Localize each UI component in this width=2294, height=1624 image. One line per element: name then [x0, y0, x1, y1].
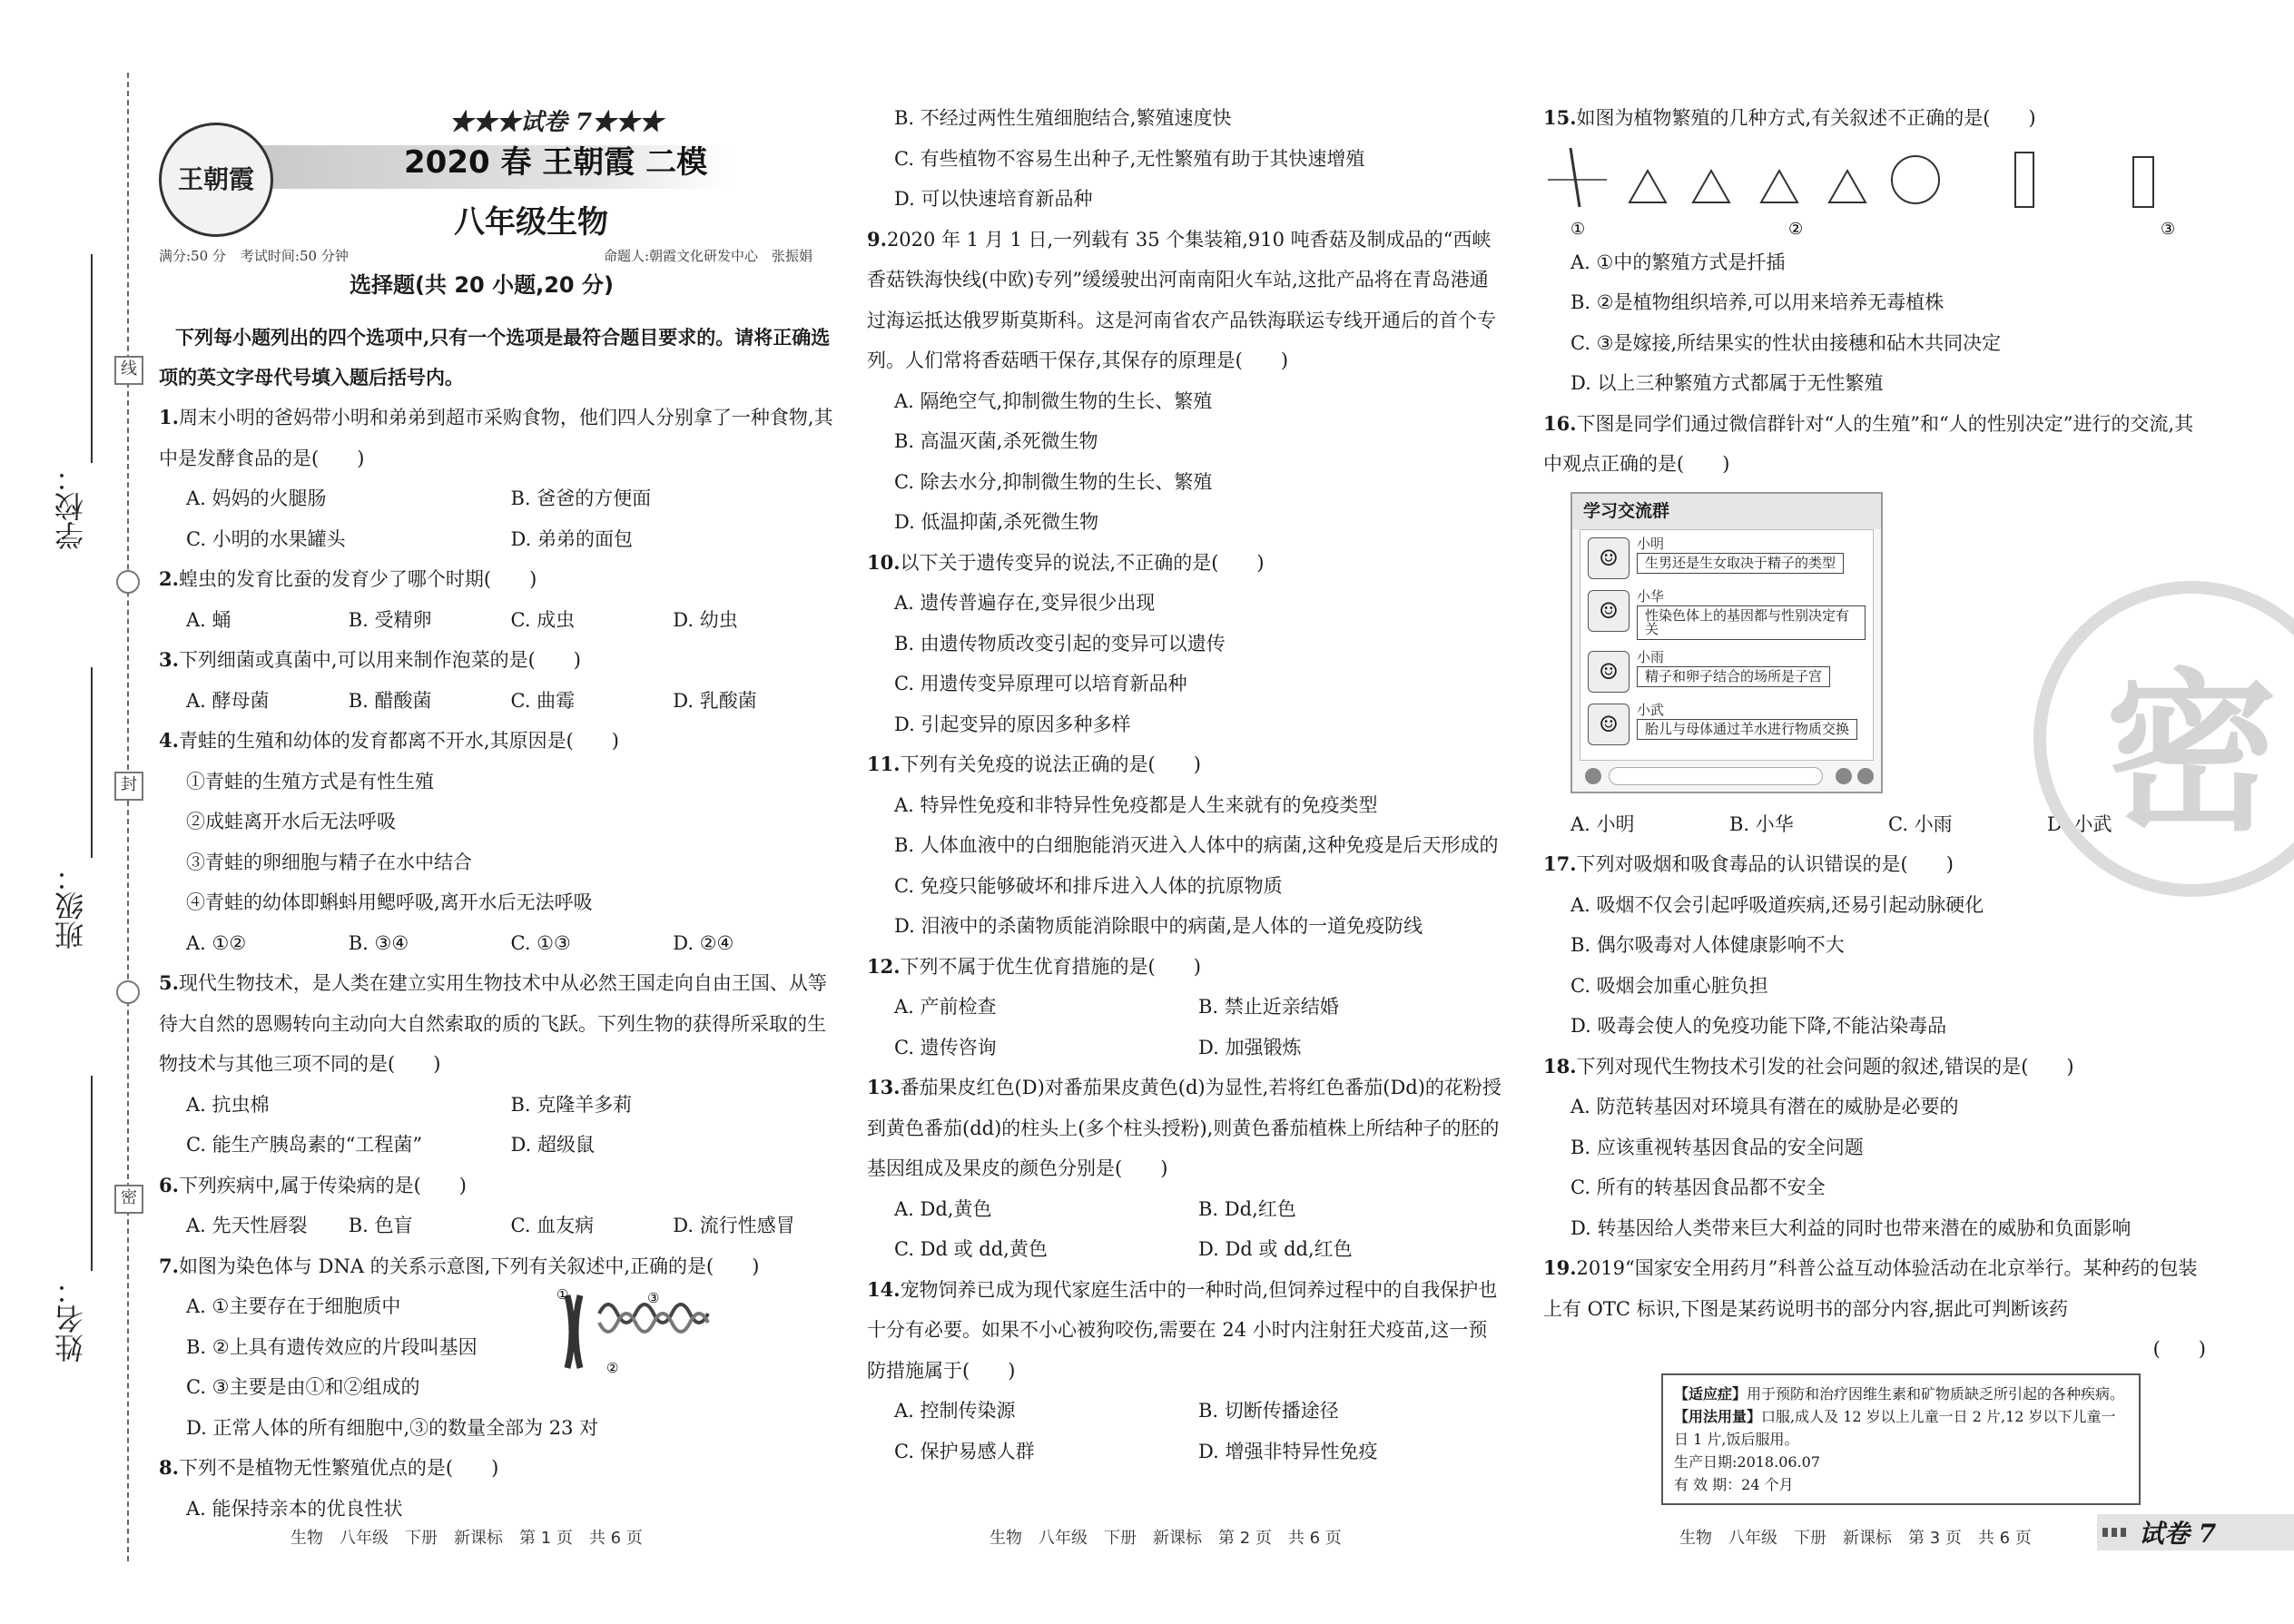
footer-page-2: 生物 八年级 下册 新课标 第 2 页 共 6 页 — [989, 1529, 1342, 1548]
logo-text: 王朝霞 — [177, 164, 254, 194]
question-text: 如图为植物繁殖的几种方式,有关叙述不正确的是( ) — [1576, 107, 2036, 129]
message-bubble: 生男还是生女取决于精子的类型 — [1637, 553, 1844, 574]
question-stem — [159, 1166, 835, 1206]
answer-option[interactable]: B. 应该重视转基因食品的安全问题 — [1570, 1136, 1864, 1158]
question-text: 下图是同学们通过微信群针对“人的生殖”和“人的性别决定”进行的交流,其中观点正确的是( ) — [1543, 412, 2194, 475]
answer-option[interactable]: C. 免疫只能够破坏和排斥进入人体的抗原物质 — [894, 874, 1283, 897]
meta-time: 考试时间:50 分钟 — [240, 248, 349, 264]
option-group — [159, 600, 835, 641]
option-group — [1543, 885, 2206, 1047]
answer-option[interactable]: B. 小华 — [1729, 812, 1794, 835]
answer-option[interactable]: A. 控制传染源 — [894, 1400, 1016, 1422]
question-number: 7. — [159, 1254, 179, 1277]
answer-option[interactable]: D. ②④ — [673, 931, 734, 954]
footer-page-3: 生物 八年级 下册 新课标 第 3 页 共 6 页 — [1679, 1529, 2032, 1548]
question-12 — [867, 947, 1502, 1068]
answer-option[interactable]: D. 增强非特异性免疫 — [1198, 1440, 1378, 1462]
option-group-continued — [867, 98, 1502, 220]
answer-option[interactable]: D. 低温抑菌,杀死微生物 — [894, 511, 1099, 533]
question-stem — [867, 947, 1502, 988]
question-number: 2. — [159, 567, 179, 590]
question-8 — [159, 1448, 835, 1529]
question-text: 下列对吸烟和吸食毒品的认识错误的是( ) — [1576, 853, 1954, 875]
option-group — [867, 1189, 1502, 1270]
chat-input-bar — [1572, 761, 1881, 792]
question-number: 15. — [1543, 106, 1577, 129]
dosage — [1674, 1405, 2128, 1451]
figure-label: ③ — [2161, 219, 2176, 239]
question-text: 下列对现代生物技术引发的社会问题的叙述,错误的是( ) — [1576, 1055, 2074, 1078]
message-bubble: 性染色体上的基因都与性别决定有关 — [1637, 605, 1866, 640]
meta-author: 命题人:朝霞文化研发中心 张振娟 — [603, 248, 812, 264]
question-number: 8. — [159, 1456, 179, 1479]
sender-name: 小明 — [1637, 535, 1665, 552]
chat-messages — [1580, 529, 1874, 761]
question-13 — [867, 1068, 1502, 1270]
question-number: 6. — [159, 1173, 179, 1196]
question-stem — [159, 1246, 835, 1287]
question-text: 番茄果皮红色(D)对番茄果皮黄色(d)为显性,若将红色番茄(Dd)的花粉授到黄色番茄(dd)的柱头上(多个柱头授粉),则黄色番茄植株上所结种子的胚的基因组成及果皮的颜色分别是( ) — [867, 1077, 1501, 1179]
chat-group-figure — [1570, 492, 1883, 793]
option-group — [867, 987, 1502, 1068]
answer-option[interactable]: D. Dd 或 dd,红色 — [1198, 1238, 1353, 1260]
question-text: 下列有关免疫的说法正确的是( ) — [900, 753, 1201, 775]
question-stem — [867, 543, 1502, 584]
paper-number-tag — [2097, 1514, 2294, 1550]
message-content — [1637, 701, 1857, 740]
statement-item: ③青蛙的卵细胞与精子在水中结合 — [186, 851, 472, 873]
option-group — [159, 681, 835, 722]
tag-marks — [2102, 1528, 2128, 1537]
avatar: ☺ — [1588, 704, 1629, 745]
answer-option[interactable]: A. 蛹 — [186, 608, 231, 631]
brand-logo — [159, 123, 273, 237]
question-3 — [159, 640, 835, 721]
section-title: 选择题(共 20 小题,20 分) — [350, 272, 614, 298]
question-number: 3. — [159, 648, 179, 671]
dosage-tag: 【用法用量】 — [1674, 1407, 1762, 1425]
question-stem — [1543, 98, 2206, 139]
answer-option[interactable]: D. 可以快速培育新品种 — [894, 188, 1093, 210]
column-2 — [867, 98, 1502, 1471]
question-stem — [867, 744, 1502, 785]
answer-option[interactable]: C. 除去水分,抑制微生物的生长、繁殖 — [894, 470, 1213, 493]
question-number: 9. — [867, 227, 887, 251]
figure-label: ① — [556, 1286, 569, 1303]
question-text: 2019“国家安全用药月”科普公益互动体验活动在北京举行。某种药的包装上有 OTC 标识,下图是某药说明书的部分内容,据此可判断该药 — [1543, 1257, 2198, 1320]
answer-option[interactable]: A. 遗传普遍存在,变异很少出现 — [894, 592, 1156, 614]
option-group — [867, 785, 1502, 947]
answer-option[interactable]: C. 所有的转基因食品都不安全 — [1570, 1176, 1826, 1198]
answer-option[interactable]: B. 禁止近亲结婚 — [1198, 996, 1339, 1018]
question-2 — [159, 559, 835, 640]
answer-option[interactable]: C. 能生产胰岛素的“工程菌” — [186, 1134, 423, 1156]
question-text: 下列不是植物无性繁殖优点的是( ) — [178, 1457, 499, 1479]
school-label: 学校： — [54, 463, 88, 550]
option-group — [1543, 1087, 2206, 1248]
answer-option[interactable]: B. 不经过两性生殖细胞结合,繁殖速度快 — [894, 107, 1232, 129]
cut-line — [127, 73, 129, 1561]
question-18 — [1543, 1047, 2206, 1249]
question-text: 下列不属于优生优育措施的是( ) — [900, 955, 1201, 978]
figure-label: ② — [1788, 219, 1804, 239]
school-field[interactable] — [91, 254, 93, 463]
answer-option[interactable]: B. 人体血液中的白细胞能消灭进入人体中的病菌,这种免疫是后天形成的 — [894, 834, 1499, 856]
answer-option[interactable]: C. ③主要是由①和②组成的 — [186, 1376, 420, 1398]
chat-title: 学习交流群 — [1572, 494, 1881, 529]
question-19 — [1543, 1248, 2206, 1505]
question-number: 10. — [867, 550, 901, 574]
statement-item: ④青蛙的幼体即蝌蚪用鳃呼吸,离开水后无法呼吸 — [186, 891, 593, 913]
answer-option[interactable]: C. ①③ — [510, 931, 571, 954]
message-content — [1637, 587, 1866, 640]
question-14 — [867, 1270, 1502, 1472]
question-number: 19. — [1543, 1256, 1577, 1279]
answer-option[interactable]: B. ②是植物组织培养,可以用来培养无毒植株 — [1570, 291, 1944, 313]
emoji-icon — [1836, 768, 1852, 784]
answer-option[interactable]: A. 酵母菌 — [186, 689, 270, 712]
name-field[interactable] — [91, 1076, 93, 1271]
chat-input — [1609, 767, 1823, 785]
question-number: 14. — [867, 1277, 901, 1301]
avatar: ☺ — [1588, 651, 1629, 693]
bind-hole — [116, 980, 140, 1004]
meta-score: 满分:50 分 — [159, 248, 226, 264]
answer-option[interactable]: D. 引起变异的原因多种多样 — [894, 713, 1131, 735]
answer-option[interactable]: A. 能保持亲本的优良性状 — [186, 1497, 403, 1520]
question-number: 12. — [867, 954, 901, 978]
name-label: 姓名： — [54, 1275, 88, 1363]
answer-bracket: ( ) — [2152, 1338, 2206, 1360]
question-stem — [1543, 404, 2206, 485]
question-number: 18. — [1543, 1054, 1577, 1078]
answer-option[interactable]: C. 小雨 — [1888, 812, 1953, 835]
answer-option[interactable]: A. 吸烟不仅会引起呼吸道疾病,还易引起动脉硬化 — [1570, 893, 1984, 916]
seal-char: 密 — [2104, 653, 2278, 854]
answer-option[interactable]: B. 爸爸的方便面 — [510, 487, 652, 509]
indication-text: 用于预防和治疗因维生素和矿物质缺乏所引起的各种疾病。 — [1747, 1384, 2125, 1403]
answer-option[interactable]: A. 隔绝空气,抑制微生物的生长、繁殖 — [894, 389, 1213, 412]
chat-message — [1588, 587, 1866, 640]
answer-option[interactable]: A. 先天性唇裂 — [186, 1215, 308, 1236]
column-1 — [159, 91, 835, 1529]
figure-label: ① — [1570, 219, 1586, 239]
answer-option[interactable]: B. 切断传播途径 — [1198, 1400, 1339, 1422]
statement-item: ②成蛙离开水后无法呼吸 — [186, 811, 396, 832]
question-text: 下列疾病中,属于传染病的是( ) — [178, 1174, 467, 1196]
footer-page-1: 生物 八年级 下册 新课标 第 1 页 共 6 页 — [290, 1529, 643, 1548]
drug-label-box — [1661, 1373, 2141, 1505]
chat-message — [1588, 537, 1866, 579]
statement-item: ①青蛙的生殖方式是有性生殖 — [186, 770, 434, 792]
answer-option[interactable]: D. 加强锻炼 — [1198, 1036, 1302, 1058]
indication-tag: 【适应症】 — [1674, 1384, 1748, 1403]
add-icon — [1857, 768, 1874, 784]
question-list-2 — [867, 98, 1502, 1471]
answer-option[interactable]: C. 小明的水果罐头 — [186, 527, 346, 550]
subject-title: 八年级生物 — [454, 204, 608, 241]
question-number: 4. — [159, 729, 179, 752]
class-field[interactable] — [91, 667, 93, 858]
question-number: 11. — [867, 753, 901, 775]
plant-propagation-figure — [1543, 139, 2197, 239]
answer-option[interactable]: B. 色盲 — [348, 1215, 413, 1236]
sender-name: 小雨 — [1637, 648, 1665, 665]
question-text: 下列细菌或真菌中,可以用来制作泡菜的是( ) — [178, 649, 581, 671]
option-group — [867, 1391, 1502, 1471]
answer-option[interactable]: D. 泪液中的杀菌物质能消除眼中的病菌,是人体的一道免疫防线 — [894, 915, 1423, 937]
answer-option[interactable]: B. 克隆羊多莉 — [510, 1093, 633, 1116]
question-stem — [867, 1270, 1502, 1392]
answer-option[interactable]: B. 高温灭菌,杀死微生物 — [894, 430, 1098, 452]
paper-header — [159, 91, 835, 318]
class-label: 班级： — [54, 862, 88, 950]
chat-message — [1588, 648, 1866, 693]
voice-icon — [1585, 768, 1601, 784]
answer-option[interactable]: A. 产前检查 — [894, 996, 997, 1018]
question-text: 宠物饲养已成为现代家庭生活中的一种时尚,但饲养过程中的自我保护也十分有必要。如果不小心被狗咬伤,需要在 24 小时内注射狂犬疫苗,这一预防措施属于( ) — [867, 1278, 1498, 1382]
question-list-1 — [159, 398, 835, 1529]
message-bubble: 精子和卵子结合的场所是子宫 — [1637, 666, 1830, 687]
dosage-text: 口服,成人及 12 岁以上儿童一日 2 片,12 岁以下儿童一日 1 片,饭后服用。 — [1674, 1407, 2116, 1448]
question-stem — [1543, 1047, 2206, 1088]
question-number: 17. — [1543, 852, 1577, 875]
answer-option[interactable]: D. 转基因给人类带来巨大利益的同时也带来潜在的威胁和负面影响 — [1570, 1216, 2132, 1239]
question-number: 13. — [867, 1076, 901, 1098]
answer-option[interactable]: B. ②上具有遗传效应的片段叫基因 — [186, 1335, 478, 1358]
question-text: 以下关于遗传变异的说法,不正确的是( ) — [900, 551, 1265, 574]
exam-meta — [159, 250, 812, 263]
exam-title: 2020 春 王朝霞 二模 — [404, 144, 708, 181]
figure-label: ③ — [647, 1290, 660, 1306]
question-1 — [159, 398, 835, 559]
paper-number: 试卷 7 — [2139, 1519, 2217, 1549]
option-group — [867, 583, 1502, 744]
answer-option[interactable]: C. ③是嫁接,所结果实的性状由接穗和砧木共同决定 — [1570, 331, 2002, 354]
message-content — [1637, 537, 1844, 574]
question-stem — [159, 640, 835, 681]
question-stem — [159, 721, 835, 762]
chat-message — [1588, 701, 1866, 745]
option-group — [159, 923, 835, 964]
answer-option[interactable]: A. 防范转基因对环境具有潜在的威胁是必要的 — [1570, 1096, 1959, 1117]
question-text: 2020 年 1 月 1 日,一列载有 35 个集装箱,910 吨香菇及制成品的“西峡香菇铁海快线(中欧)专列”缓缓驶出河南南阳火车站,这批产品将在青岛港通过海运抵达俄罗斯莫斯科。这是河南省农产品铁海联运专线开通后的首个专列。人们常将香菇晒干保存,其保存的原理是( ) — [867, 228, 1496, 371]
binding-strip — [0, 0, 154, 1624]
answer-option[interactable]: C. 保护易感人群 — [894, 1440, 1035, 1462]
answer-option[interactable]: A. 小明 — [1570, 812, 1635, 835]
paper-tag: ★★★试卷 7★★★ — [449, 109, 664, 136]
answer-option[interactable]: B. 醋酸菌 — [348, 689, 432, 712]
question-stem — [867, 220, 1502, 381]
message-bubble: 胎儿与母体通过羊水进行物质交换 — [1637, 719, 1857, 740]
sender-name: 小武 — [1637, 701, 1665, 718]
answer-option[interactable]: B. 由遗传物质改变引起的变异可以遗传 — [894, 632, 1226, 655]
answer-option[interactable]: D. 乳酸菌 — [673, 689, 757, 712]
question-stem — [159, 963, 835, 1085]
avatar: ☺ — [1588, 537, 1629, 579]
answer-option[interactable]: A. 妈妈的火腿肠 — [186, 487, 327, 509]
sender-name: 小华 — [1637, 587, 1665, 605]
answer-option[interactable]: D. 以上三种繁殖方式都属于无性繁殖 — [1570, 372, 1884, 394]
question-text: 青蛙的生殖和幼体的发育都离不开水,其原因是( ) — [178, 730, 619, 752]
answer-option[interactable]: C. 成虫 — [510, 608, 576, 631]
question-stem — [867, 1068, 1502, 1189]
bind-hole — [116, 570, 140, 594]
answer-option[interactable]: D. 幼虫 — [673, 608, 738, 631]
question-stem — [159, 559, 835, 600]
question-stem — [159, 1448, 835, 1489]
answer-option[interactable]: C. 用遗传变异原理可以培育新品种 — [894, 673, 1187, 694]
answer-option[interactable]: D. 吸毒会使人的免疫功能下降,不能沾染毒品 — [1570, 1015, 1947, 1037]
question-15 — [1543, 98, 2206, 404]
avatar: ☺ — [1588, 590, 1629, 632]
question-text: 周末小明的爸妈带小明和弟弟到超市采购食物，他们四人分别拿了一种食物,其中是发酵食品的是( ) — [159, 407, 833, 469]
message-content — [1637, 648, 1830, 687]
answer-option[interactable]: D. 正常人体的所有细胞中,③的数量全部为 23 对 — [186, 1416, 599, 1439]
option-group — [159, 1085, 835, 1166]
answer-option[interactable]: B. ③④ — [348, 931, 409, 954]
question-number: 1. — [159, 406, 179, 428]
answer-option[interactable]: C. Dd 或 dd,黄色 — [894, 1238, 1048, 1260]
answer-option[interactable]: C. 血友病 — [510, 1215, 595, 1236]
bind-mark-seal: 封 — [114, 772, 143, 801]
question-number: 16. — [1543, 411, 1577, 435]
option-group — [159, 478, 835, 559]
question-text: 蝗虫的发育比蚕的发育少了哪个时期( ) — [178, 568, 537, 590]
instructions: 下列每小题列出的四个选项中,只有一个选项是最符合题目要求的。请将正确选项的英文字母代号填入题后括号内。 — [159, 326, 831, 389]
option-group — [867, 381, 1502, 543]
option-group — [159, 1206, 835, 1246]
answer-option[interactable]: A. Dd,黄色 — [894, 1197, 992, 1220]
answer-option[interactable]: A. 抗虫棉 — [186, 1093, 270, 1116]
answer-option[interactable]: D. 弟弟的面包 — [510, 527, 633, 550]
question-17 — [1543, 844, 2206, 1047]
production-date: 生产日期:2018.06.07 — [1674, 1452, 1821, 1471]
answer-option[interactable]: B. 偶尔吸毒对人体健康影响不大 — [1570, 934, 1845, 956]
answer-option[interactable]: A. ①中的繁殖方式是扦插 — [1570, 251, 1786, 273]
question-4 — [159, 721, 835, 963]
question-10 — [867, 543, 1502, 745]
bind-mark-line: 线 — [114, 356, 143, 385]
answer-option[interactable]: C. 有些植物不容易生出种子,无性繁殖有助于其快速增殖 — [894, 147, 1365, 170]
question-5 — [159, 963, 835, 1166]
question-stem — [159, 398, 835, 478]
question-11 — [867, 744, 1502, 947]
answer-option[interactable]: C. 曲霉 — [510, 689, 576, 712]
question-9 — [867, 220, 1502, 543]
validity: 有 效 期：24 个月 — [1674, 1475, 1794, 1493]
answer-option[interactable]: B. Dd,红色 — [1198, 1197, 1296, 1220]
answer-option[interactable]: A. ①主要存在于细胞质中 — [186, 1295, 401, 1317]
figure-label: ② — [606, 1360, 619, 1376]
question-stem — [1543, 1248, 2206, 1329]
answer-option[interactable]: C. 遗传咨询 — [894, 1036, 997, 1058]
answer-option[interactable]: B. 受精卵 — [348, 608, 432, 631]
answer-option[interactable]: C. 吸烟会加重心脏负担 — [1570, 974, 1768, 997]
option-group — [1543, 242, 2206, 404]
chromosome-dna-diagram — [549, 1286, 731, 1377]
option-group — [159, 1286, 835, 1448]
answer-option[interactable]: A. 特异性免疫和非特异性免疫都是人生来就有的免疫类型 — [894, 793, 1378, 816]
question-number: 5. — [159, 971, 179, 994]
answer-option[interactable]: D. 超级鼠 — [510, 1134, 595, 1156]
bind-mark-secret: 密 — [114, 1185, 143, 1214]
question-6 — [159, 1166, 835, 1246]
question-text: 现代生物技术，是人类在建立实用生物技术中从必然王国走向自由王国、从等待大自然的恩赐转向主动向大自然索取的质的飞跃。下列生物的获得所采取的生物技术与其他三项不同的是( ) — [159, 972, 827, 1075]
question-text: 如图为染色体与 DNA 的关系示意图,下列有关叙述中,正确的是( ) — [178, 1255, 760, 1277]
answer-option[interactable]: D. 小武 — [2047, 812, 2112, 835]
indication — [1674, 1383, 2128, 1405]
answer-option[interactable]: D. 流行性感冒 — [673, 1215, 795, 1236]
option-group — [159, 1489, 835, 1530]
answer-option[interactable]: A. ①② — [186, 931, 247, 954]
question-7 — [159, 1246, 835, 1449]
